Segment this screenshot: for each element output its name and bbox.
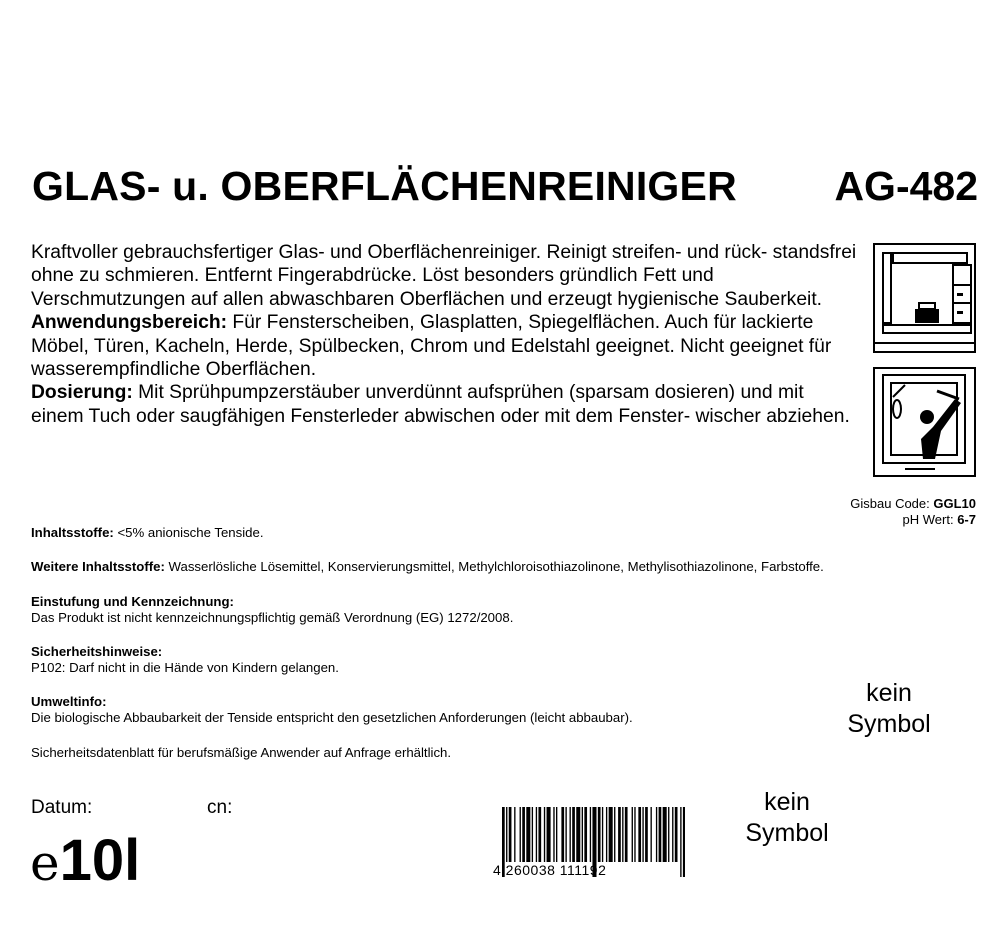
barcode-bar <box>565 807 566 862</box>
barcode-bar <box>622 807 623 862</box>
datasheet-note: Sicherheitsdatenblatt für berufsmäßige Anwender auf Anfrage erhältlich. <box>31 745 452 760</box>
barcode-bar <box>672 807 673 862</box>
environment-label: Umweltinfo: <box>31 694 107 709</box>
usage-paragraph <box>31 311 861 381</box>
safety-label: Sicherheitshinweise: <box>31 644 163 659</box>
product-title: GLAS- u. OBERFLÄCHENREINIGER <box>32 163 737 209</box>
barcode-bar <box>598 807 601 862</box>
classification-label: Einstufung und Kennzeichnung: <box>31 594 234 609</box>
ingredients-text: <5% anionische Tenside. <box>113 525 264 540</box>
barcode-bar <box>683 807 685 877</box>
barcode-bar <box>536 807 537 862</box>
ingredients-label: Inhaltsstoffe: <box>31 525 114 540</box>
ph-value: pH Wert: 6-7 <box>902 512 976 527</box>
barcode-bar <box>570 807 571 862</box>
window-cleaning-icon <box>873 367 976 477</box>
environment-text: Die biologische Abbaubarkeit der Tenside entspricht den gesetzlichen Anforderungen (leicht abbaubar). <box>31 710 633 725</box>
barcode-bar <box>526 807 530 862</box>
usage-text: Für Fensterscheiben, Glasplatten, Spiegelflächen. Auch für lackierte Möbel, Türen, Kacheln, Herde, Spülbecken, Chrom und Edelstahl geeignet. Nicht geeignet für wasserempfindliche Oberflächen. <box>31 312 832 381</box>
barcode-bar <box>538 807 541 862</box>
more-ingredients-text: Wasserlösliche Lösemittel, Konservierungsmittel, Methylchloroisothiazolinone, Methylisothiazolinone, Farbstoffe. <box>164 559 824 574</box>
barcode-bar <box>584 807 587 862</box>
barcode-bar <box>532 807 533 862</box>
barcode-bar <box>663 807 667 862</box>
recycling-symbol-placeholder: kein Symbol <box>745 788 829 847</box>
barcode-bar <box>582 807 583 862</box>
dosage-text: Mit Sprühpumpzerstäuber unverdünnt aufsprühen (sparsam dosieren) und mit einem Tuch oder saugfähigen Fensterleder abwischen oder mit dem Fenster- wischer abziehen. <box>31 382 850 427</box>
barcode-bar <box>556 807 557 862</box>
barcode-bar <box>553 807 554 862</box>
safety-text: P102: Darf nicht in die Hände von Kindern gelangen. <box>31 660 339 675</box>
more-ingredients-label: Weitere Inhaltsstoffe: <box>31 559 165 574</box>
product-meta <box>850 496 976 528</box>
gisbau-code: Gisbau Code: GGL10 <box>850 496 976 511</box>
product-description <box>31 241 861 428</box>
barcode-bar <box>590 807 591 862</box>
more-ingredients <box>31 559 931 575</box>
barcode-bar <box>668 807 669 862</box>
barcode-bar <box>645 807 648 862</box>
environment-info <box>31 694 931 726</box>
dosage-label: Dosierung: <box>31 382 133 404</box>
window-cleaning-drawing <box>875 369 974 475</box>
barcode-bar <box>522 807 525 862</box>
dosage-paragraph <box>31 381 861 428</box>
barcode-bar <box>642 807 643 862</box>
barcode-bar <box>547 807 551 862</box>
volume-value: 10l <box>59 828 141 893</box>
barcode-bar <box>680 807 681 877</box>
barcode-bar <box>609 807 613 862</box>
barcode-bar <box>634 807 635 862</box>
safety-notes <box>31 644 931 676</box>
classification <box>31 594 931 626</box>
barcode-bar <box>602 807 603 862</box>
barcode-bar <box>544 807 545 862</box>
barcode-bar <box>576 807 580 862</box>
barcode-bar <box>651 807 652 862</box>
room-furniture-icon <box>873 243 976 353</box>
barcode-bar <box>656 807 657 862</box>
estimated-sign-icon: e <box>30 834 60 892</box>
cn-label: cn: <box>207 797 233 818</box>
barcode-bar <box>561 807 564 862</box>
ingredients <box>31 525 931 541</box>
usage-label: Anwendungsbereich: <box>31 312 228 334</box>
barcode-bar <box>632 807 633 862</box>
barcode-bar <box>614 807 615 862</box>
volume-mark <box>30 830 140 894</box>
description-intro: Kraftvoller gebrauchsfertiger Glas- und Oberflächenreiniger. Reinigt streifen- und rück- standsfrei ohne zu schmieren. Entfernt Fingerabdrücke. Löst besonders gründlich Fett und Verschmutzungen auf allen abwaschbaren Oberflächen und erzeugt hygienische Sauberkeit. <box>31 242 857 310</box>
barcode-bar <box>509 807 512 862</box>
room-furniture-drawing <box>875 245 974 351</box>
ean-number: 4 260038 111192 <box>493 862 607 878</box>
hazard-symbol-placeholder: kein Symbol <box>847 679 931 738</box>
barcode-bar <box>514 807 515 862</box>
barcode-bar <box>618 807 621 862</box>
barcode-bar <box>638 807 641 862</box>
barcode-bar <box>520 807 521 862</box>
barcode-bar <box>625 807 628 862</box>
product-code: AG-482 <box>834 163 978 209</box>
barcode-bar <box>572 807 575 862</box>
barcode-bar <box>659 807 662 862</box>
barcode-bar <box>506 807 507 862</box>
classification-text: Das Produkt ist nicht kennzeichnungspflichtig gemäß Verordnung (EG) 1272/2008. <box>31 610 514 625</box>
barcode-bar <box>675 807 678 862</box>
barcode-bar <box>606 807 607 862</box>
datum-label: Datum: <box>31 797 93 818</box>
